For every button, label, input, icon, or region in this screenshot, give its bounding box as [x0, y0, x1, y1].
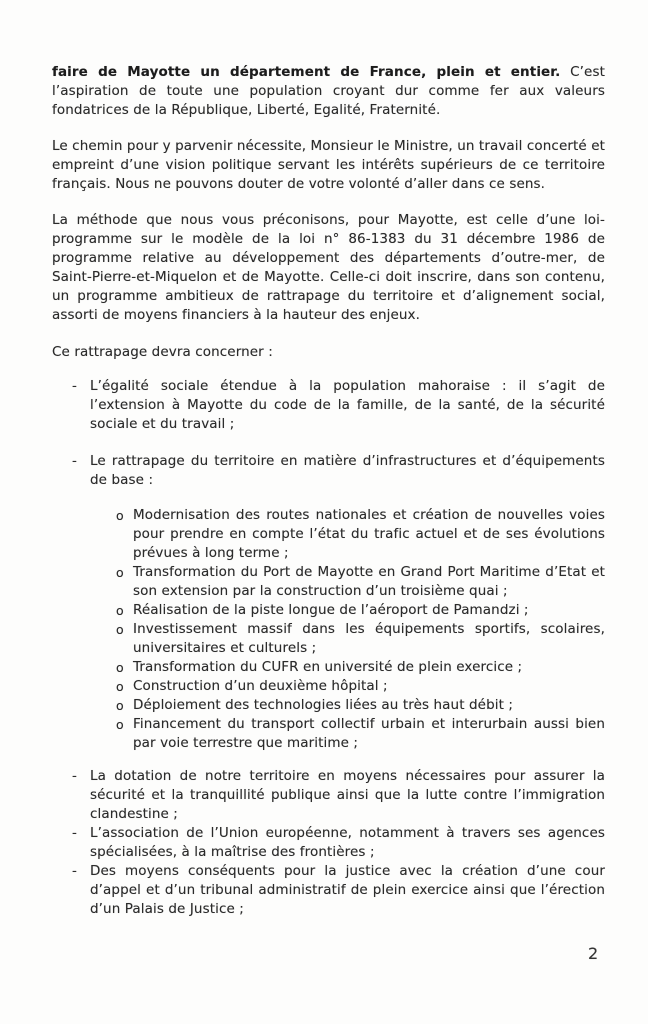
- paragraph-methode: La méthode que nous vous préconisons, pour Mayotte, est celle d’une loi-programme sur le modèle de la loi n° 86-1383 du 31 décembre 1986 de programme relative au développement des départements d’outre-mer, de Saint-Pierre-et-Miquelon et de Mayotte. Celle-ci doit inscrire, dans son contenu, un programme ambitieux de rattrapage du territoire et d’alignement social, assorti de moyens financiers à la hauteur des enjeux.: [52, 212, 605, 323]
- list-item-text: L’association de l’Union européenne, notamment à travers ses agences spécialisées, à la maîtrise des frontières ;: [90, 825, 605, 860]
- list-item: [72, 767, 605, 824]
- circle-sub-list: [52, 506, 605, 753]
- circle-marker: o: [116, 660, 124, 675]
- circle-marker: o: [116, 622, 124, 637]
- sub-list-item-text: Déploiement des technologies liées au très haut débit ;: [133, 697, 514, 713]
- sub-list-item-text: Construction d’un deuxième hôpital ;: [133, 678, 388, 694]
- list-lead-in: Ce rattrapage devra concerner :: [52, 344, 273, 360]
- sub-list-item-text: Transformation du CUFR en université de plein exercice ;: [133, 659, 523, 675]
- paragraph-aspiration-text: C’est l’aspiration de toute une population croyant dur comme fer aux valeurs fondatrices de la République, Liberté, Egalité, Fraternité.: [52, 64, 605, 118]
- dash-list-bottom: [52, 767, 605, 919]
- sub-list-item-text: Modernisation des routes nationales et création de nouvelles voies pour prendre en compte l’état du trafic actuel et de ses évolutions prévues à long terme ;: [133, 507, 605, 561]
- sub-list-item: [116, 601, 605, 620]
- paragraph-aspiration: [52, 63, 605, 120]
- page-number: 2: [588, 944, 599, 963]
- sub-list-item: [116, 620, 605, 658]
- list-item-text: Des moyens conséquents pour la justice avec la création d’une cour d’appel et d’un tribunal administratif de plein exercice ainsi que l’érection d’un Palais de Justice ;: [90, 863, 605, 917]
- list-item-text: La dotation de notre territoire en moyens nécessaires pour assurer la sécurité et la tranquillité publique ainsi que la lutte contre l’immigration clandestine ;: [90, 768, 605, 822]
- list-item: [72, 862, 605, 919]
- dash-marker: -: [72, 825, 77, 841]
- list-item: [72, 377, 605, 434]
- circle-marker: o: [116, 565, 124, 580]
- paragraph-chemin: Le chemin pour y parvenir nécessite, Monsieur le Ministre, un travail concerté et empreint d’une vision politique servant les intérêts supérieurs de ce territoire français. Nous ne pouvons douter de votre volonté d’aller dans ce sens.: [52, 138, 605, 192]
- circle-marker: o: [116, 603, 124, 618]
- list-item: [72, 824, 605, 862]
- circle-marker: o: [116, 717, 124, 732]
- list-item-text: Le rattrapage du territoire en matière d’infrastructures et d’équipements de base :: [90, 453, 605, 488]
- dash-list-top: [52, 377, 605, 490]
- sub-list-item: [116, 563, 605, 601]
- bold-lead-sentence: faire de Mayotte un département de France, plein et entier.: [52, 64, 561, 80]
- sub-list-item: [116, 696, 605, 715]
- circle-marker: o: [116, 698, 124, 713]
- circle-marker: o: [116, 508, 124, 523]
- sub-list-item: [116, 658, 605, 677]
- dash-marker: -: [72, 453, 77, 469]
- dash-marker: -: [72, 768, 77, 784]
- list-item: [72, 452, 605, 490]
- sub-list-item-text: Transformation du Port de Mayotte en Grand Port Maritime d’Etat et son extension par la construction d’un troisième quai ;: [133, 564, 605, 599]
- list-item-text: L’égalité sociale étendue à la population mahoraise : il s’agit de l’extension à Mayotte du code de la famille, de la santé, de la sécurité sociale et du travail ;: [90, 378, 605, 432]
- sub-list-item: [116, 506, 605, 563]
- sub-list-item-text: Financement du transport collectif urbain et interurbain aussi bien par voie terrestre que maritime ;: [133, 716, 605, 751]
- circle-marker: o: [116, 679, 124, 694]
- sub-list-item-text: Réalisation de la piste longue de l’aéroport de Pamandzi ;: [133, 602, 529, 618]
- dash-marker: -: [72, 863, 77, 879]
- dash-marker: -: [72, 378, 77, 394]
- sub-list-item-text: Investissement massif dans les équipements sportifs, scolaires, universitaires et culturels ;: [133, 621, 605, 656]
- sub-list-item: [116, 715, 605, 753]
- sub-list-item: [116, 677, 605, 696]
